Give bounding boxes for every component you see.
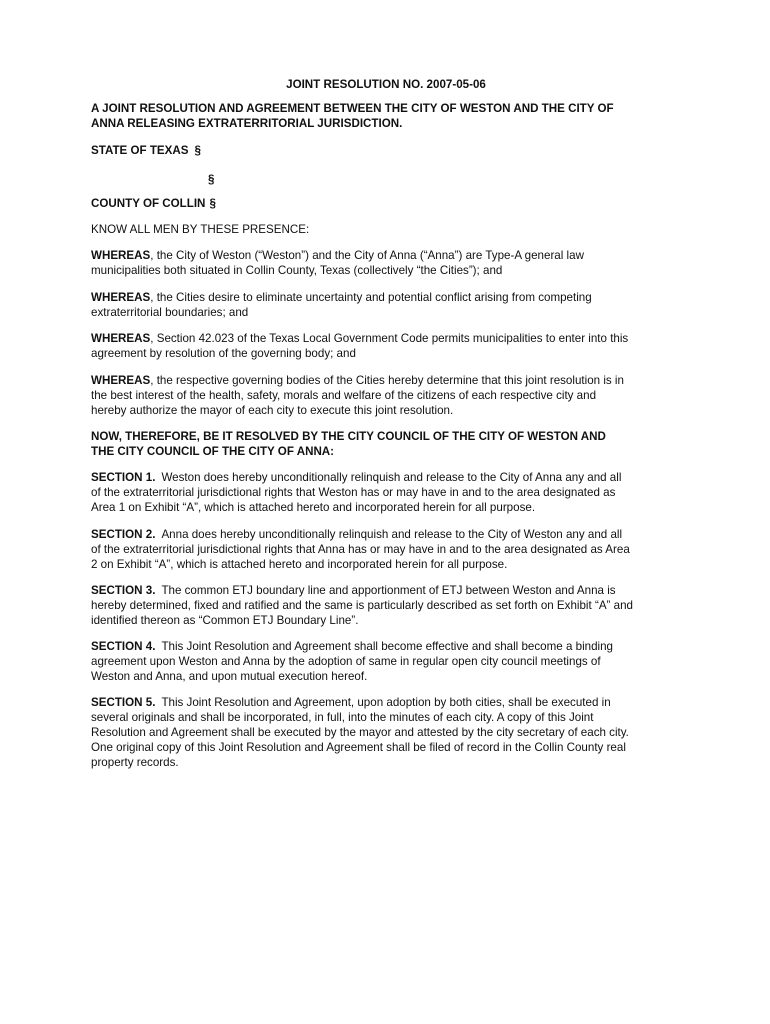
clause-line — [91, 248, 681, 263]
whereas-clause-3 — [91, 331, 681, 361]
clause-line — [91, 331, 681, 346]
clause-line: property records. — [91, 756, 179, 769]
clause-text: This Joint Resolution and Agreement, upon adoption by both cities, shall be executed in — [161, 696, 611, 709]
state-label: STATE OF TEXAS — [91, 144, 189, 157]
section-symbol: § — [209, 197, 216, 210]
section-5 — [91, 695, 681, 770]
section-symbol: § — [208, 173, 215, 186]
clause-line: 2 on Exhibit “A”, which is attached hereto and incorporated herein for all purpose. — [91, 558, 508, 571]
clause-line — [91, 583, 681, 598]
subtitle-line: ANNA RELEASING EXTRATERRITORIAL JURISDICTION. — [91, 117, 403, 130]
clause-line: Weston and Anna, and upon mutual execution hereof. — [91, 670, 368, 683]
whereas-clause-1 — [91, 248, 681, 278]
clause-text: , the respective governing bodies of the Cities hereby determine that this joint resolution is in — [150, 374, 624, 387]
state-line — [91, 143, 201, 158]
section-2 — [91, 527, 681, 572]
clause-line: agreement upon Weston and Anna by the adoption of same in regular open city council meetings of — [91, 655, 601, 668]
county-label: COUNTY OF COLLIN — [91, 197, 206, 210]
section-label: SECTION 4. — [91, 640, 156, 653]
section-1 — [91, 470, 681, 515]
clause-line — [91, 527, 681, 542]
clause-line: extraterritorial boundaries; and — [91, 306, 249, 319]
clause-text: The common ETJ boundary line and apportionment of ETJ between Weston and Anna is — [161, 584, 616, 597]
section-label: SECTION 2. — [91, 528, 156, 541]
clause-line: Resolution and Agreement shall be executed by the mayor and attested by the city secretary of each city. — [91, 726, 629, 739]
subtitle-line: A JOINT RESOLUTION AND AGREEMENT BETWEEN THE CITY OF WESTON AND THE CITY OF — [91, 102, 614, 115]
county-line — [91, 196, 216, 211]
clause-text: , the Cities desire to eliminate uncertainty and potential conflict arising from competing — [150, 291, 592, 304]
clause-line: hereby determined, fixed and ratified and the same is particularly described as set forth on Exhibit “A” and — [91, 599, 633, 612]
whereas-clause-4 — [91, 373, 681, 418]
clause-line: One original copy of this Joint Resolution and Agreement shall be filed of record in the Collin County real — [91, 741, 626, 754]
clause-text: Weston does hereby unconditionally relinquish and release to the City of Anna any and all — [161, 471, 622, 484]
clause-line: of the extraterritorial jurisdictional rights that Anna has or may have in and to the area designated as Area — [91, 543, 630, 556]
section-label: SECTION 3. — [91, 584, 156, 597]
now-therefore — [91, 429, 681, 459]
whereas-label: WHEREAS — [91, 332, 151, 345]
clause-line: several originals and shall be incorporated, in full, into the minutes of each city. A copy of this Joint — [91, 711, 594, 724]
clause-line: hereby authorize the mayor of each city to execute this joint resolution. — [91, 404, 454, 417]
clause-line: municipalities both situated in Collin County, Texas (collectively “the Cities”); and — [91, 264, 503, 277]
clause-line: THE CITY COUNCIL OF THE CITY OF ANNA: — [91, 445, 335, 458]
clause-text: Anna does hereby unconditionally relinquish and release to the City of Weston any and all — [161, 528, 623, 541]
clause-line: identified thereon as “Common ETJ Boundary Line”. — [91, 614, 359, 627]
section-symbol: § — [194, 144, 201, 157]
section-label: SECTION 1. — [91, 471, 156, 484]
whereas-label: WHEREAS — [91, 374, 151, 387]
clause-text: This Joint Resolution and Agreement shall become effective and shall become a binding — [161, 640, 614, 653]
clause-line: NOW, THEREFORE, BE IT RESOLVED BY THE CITY COUNCIL OF THE CITY OF WESTON AND — [91, 430, 606, 443]
clause-line: of the extraterritorial jurisdictional rights that Weston has or may have in and to the area designated as — [91, 486, 616, 499]
section-4 — [91, 639, 681, 684]
clause-line: agreement by resolution of the governing body; and — [91, 347, 356, 360]
clause-line — [91, 695, 681, 710]
clause-line — [91, 373, 681, 388]
clause-line — [91, 470, 681, 485]
clause-line: Area 1 on Exhibit “A”, which is attached hereto and incorporated herein for all purpose. — [91, 501, 536, 514]
section-label: SECTION 5. — [91, 696, 156, 709]
resolution-title: JOINT RESOLUTION NO. 2007-05-06 — [286, 78, 486, 91]
know-all-men: KNOW ALL MEN BY THESE PRESENCE: — [91, 223, 310, 236]
clause-line — [91, 639, 681, 654]
clause-line — [91, 290, 681, 305]
whereas-label: WHEREAS — [91, 249, 151, 262]
whereas-clause-2 — [91, 290, 681, 320]
clause-text: , Section 42.023 of the Texas Local Government Code permits municipalities to enter into this — [150, 332, 629, 345]
section-3 — [91, 583, 681, 628]
whereas-label: WHEREAS — [91, 291, 151, 304]
clause-text: , the City of Weston (“Weston”) and the City of Anna (“Anna”) are Type-A general law — [150, 249, 584, 262]
resolution-subtitle — [91, 101, 681, 131]
clause-line: the best interest of the health, safety, morals and welfare of the citizens of each respective city and — [91, 389, 597, 402]
